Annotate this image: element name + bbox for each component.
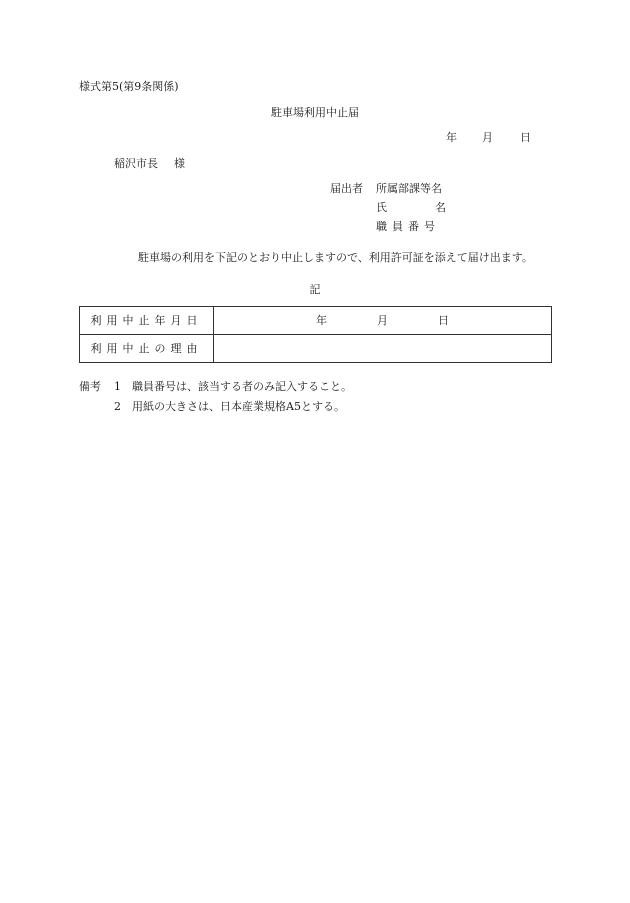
stop-date-label: 利用中止年月日 (80, 307, 214, 335)
addressee-name: 稲沢市長 (114, 157, 158, 170)
remark-text: 職員番号は、該当する者のみ記入すること。 (132, 380, 352, 393)
stop-reason-label: 利用中止の理由 (80, 335, 214, 363)
remark-item (114, 380, 352, 394)
form-table (79, 306, 552, 363)
date-year-label: 年 (446, 131, 457, 144)
body-text: 駐車場の利用を下記のとおり中止しますので、利用許可証を添えて届け出ます。 (138, 251, 533, 264)
submission-date (446, 131, 531, 145)
addressee (114, 157, 185, 171)
name-label-part-1: 氏 (376, 201, 387, 214)
date-day-label: 日 (520, 131, 531, 144)
stop-date-month: 月 (377, 313, 388, 327)
remark-number: 2 (114, 400, 121, 413)
document-title: 駐車場利用中止届 (271, 106, 359, 119)
remark-number: 1 (114, 380, 121, 393)
date-month-label: 月 (482, 131, 493, 144)
remarks-heading: 備考 (79, 380, 101, 393)
name-label-part-2: 名 (435, 201, 446, 214)
table-row (80, 307, 552, 335)
ki-heading: 記 (309, 283, 321, 296)
remark-text: 用紙の大きさは、日本産業規格A5とする。 (132, 400, 345, 413)
stop-date-year: 年 (316, 313, 327, 327)
stop-reason-field[interactable] (214, 335, 552, 363)
form-number: 様式第5(第9条関係) (79, 80, 179, 93)
staff-number-label: 職員番号 (376, 220, 440, 233)
addressee-honorific: 様 (174, 157, 185, 170)
stop-date-field[interactable] (214, 307, 552, 335)
table-row (80, 335, 552, 363)
name-label (376, 201, 446, 215)
stop-date-day: 日 (438, 313, 449, 327)
notifier-label: 届出者 (330, 182, 363, 195)
remark-item (114, 400, 345, 414)
department-label: 所属部課等名 (376, 182, 442, 195)
